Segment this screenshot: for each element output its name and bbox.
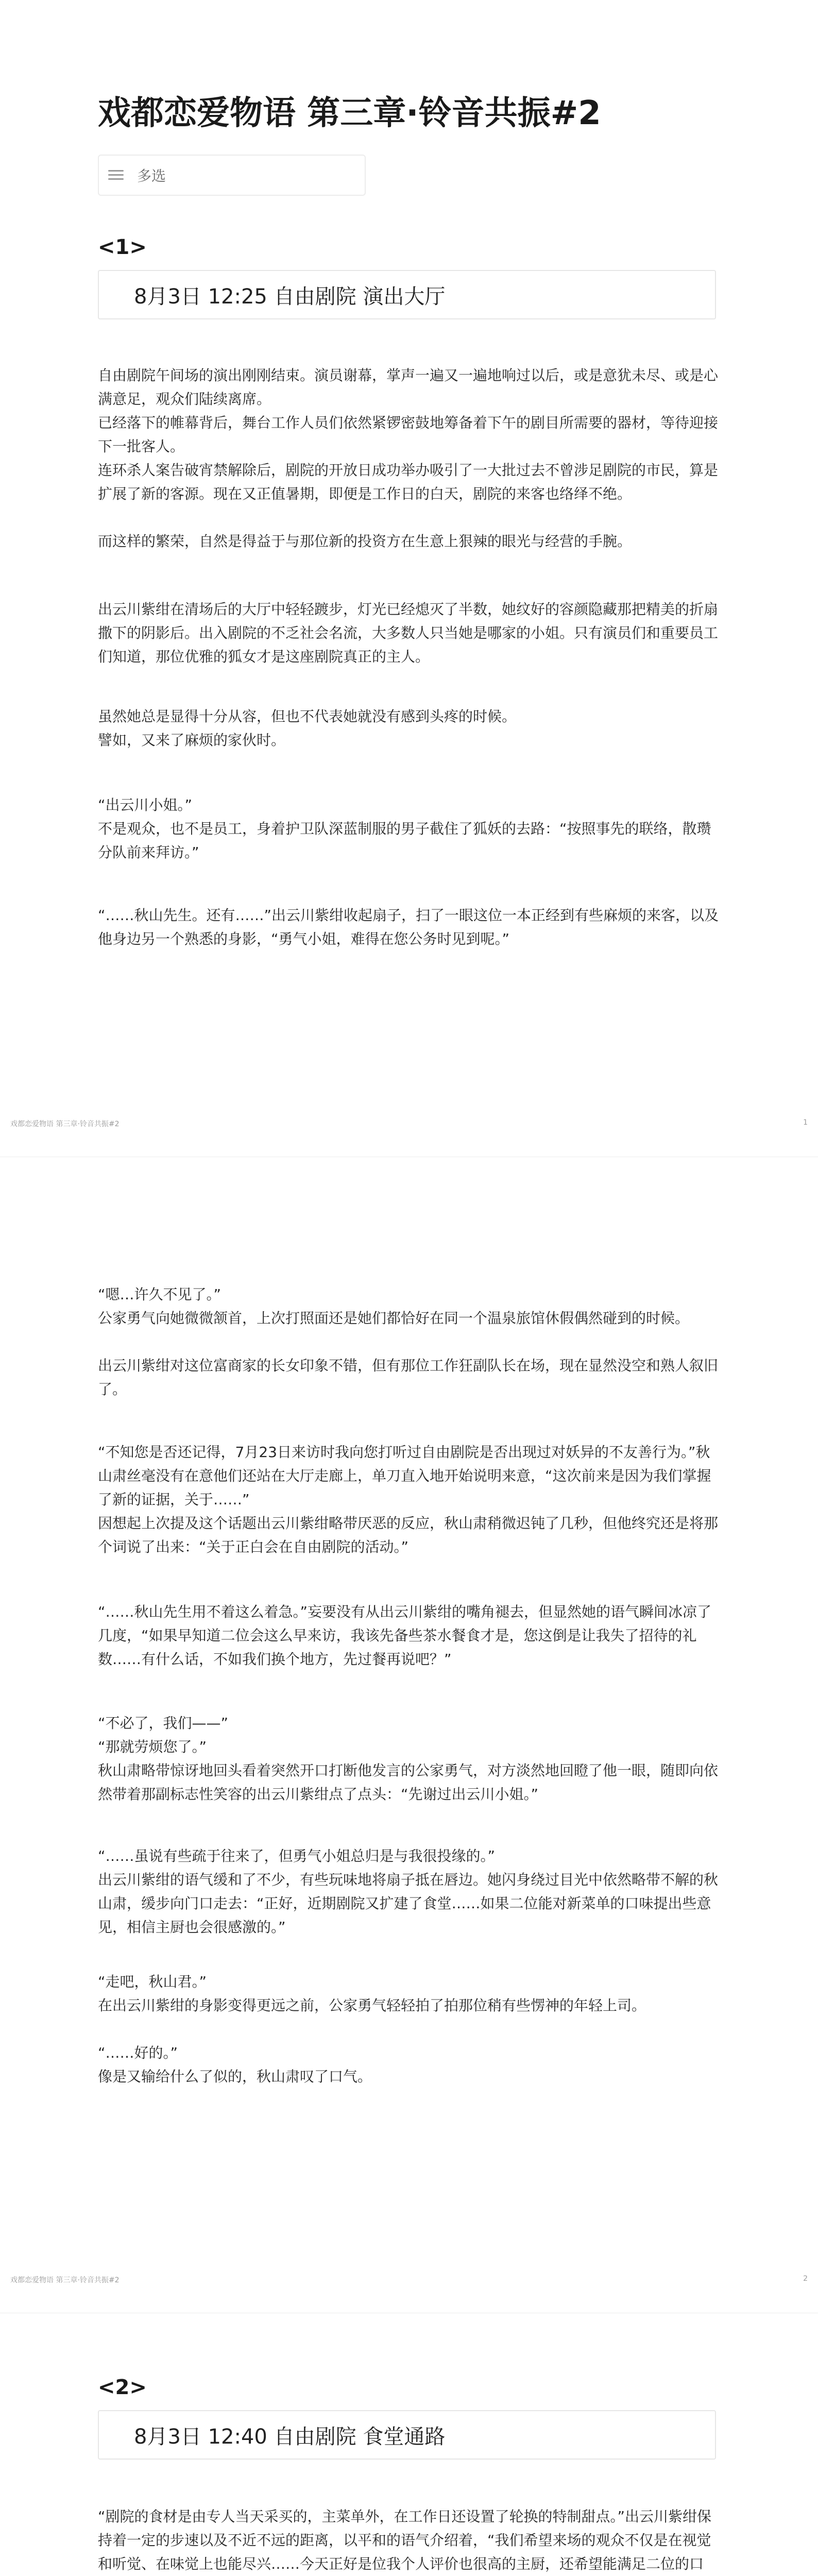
page-footer (10, 1118, 808, 1131)
section-header-text: 8月3日 12:25 自由剧院 演出大厅 (134, 284, 446, 309)
section-header (98, 270, 716, 319)
multi-select-field[interactable] (98, 155, 366, 196)
section-header (98, 2410, 716, 2460)
paragraph: 连环杀人案告破宵禁解除后，剧院的开放日成功举办吸引了一大批过去不曾涉足剧院的市民，算是扩展了新的客源。现在又正值暑期，即便是工作日的白天，剧院的来客也络绎不绝。 (98, 462, 719, 502)
paragraph: “……虽说有些疏于往来了，但勇气小姐总归是与我很投缘的。” (98, 1848, 496, 1865)
paragraph: “不知您是否还记得，7月23日来访时我向您打听过自由剧院是否出现过对妖异的不友善行为。”秋山肃丝毫没有在意他们还站在大厅走廊上，单刀直入地开始说明来意，“这次前来是因为我们掌握了新的证据，关于……” (98, 1444, 711, 1508)
footer-title: 戏都恋爱物语 第三章·铃音共振#2 (10, 2276, 120, 2284)
list-icon (108, 169, 124, 181)
section-label: <2> (98, 2376, 147, 2399)
paragraph: 虽然她总是显得十分从容，但也不代表她就没有感到头疼的时候。 (98, 708, 517, 725)
paragraph: “走吧，秋山君。” (98, 1973, 207, 1990)
section-header-text: 8月3日 12:40 自由剧院 食堂通路 (134, 2425, 446, 2449)
page-footer (10, 2275, 808, 2287)
multi-select-label: 多选 (137, 167, 166, 184)
page-number: 2 (803, 2275, 808, 2283)
paragraph: “那就劳烦您了。” (98, 1738, 207, 1755)
paragraph: 像是又输给什么了似的，秋山肃叹了口气。 (98, 2068, 372, 2085)
paragraph: “……秋山先生。还有……”出云川紫绀收起扇子，扫了一眼这位一本正经到有些麻烦的来客，以及他身边另一个熟悉的身影，“勇气小姐，难得在您公务时见到呢。” (98, 907, 719, 947)
paragraph: 譬如，又来了麻烦的家伙时。 (98, 732, 286, 749)
page-number: 1 (803, 1118, 808, 1127)
page-1 (0, 0, 818, 1157)
paragraph: 公家勇气向她微微颔首，上次打照面还是她们都恰好在同一个温泉旅馆休假偶然碰到的时候。 (98, 1310, 690, 1327)
paragraph: 秋山肃略带惊讶地回头看着突然开口打断他发言的公家勇气，对方淡然地回瞪了他一眼，随即向依然带着那副标志性笑容的出云川紫绀点了点头：“先谢过出云川小姐。” (98, 1762, 719, 1803)
paragraph: 出云川紫绀对这位富商家的长女印象不错，但有那位工作狂副队长在场，现在显然没空和熟人叙旧了。 (98, 1357, 719, 1398)
paragraph: “……秋山先生用不着这么着急。”妄要没有从出云川紫绀的嘴角褪去，但显然她的语气瞬间冰凉了几度，“如果早知道二位会这么早来访，我该先备些茶水餐食才是，您这倒是让我失了招待的礼数……有什么话，不如我们换个地方，先过餐再说吧？” (98, 1603, 712, 1668)
paragraph: 出云川紫绀在清场后的大厅中轻轻踱步，灯光已经熄灭了半数，她纹好的容颜隐藏那把精美的折扇撒下的阴影后。出入剧院的不乏社会名流，大多数人只当她是哪家的小姐。只有演员们和重要员工们知道，那位优雅的狐女才是这座剧院真正的主人。 (98, 601, 719, 665)
footer-title: 戏都恋爱物语 第三章·铃音共振#2 (10, 1120, 120, 1128)
paragraph: 出云川紫绀的语气缓和了不少，有些玩味地将扇子抵在唇边。她闪身绕过目光中依然略带不解的秋山肃，缓步向门口走去：“正好，近期剧院又扩建了食堂……如果二位能对新菜单的口味提出些意见，相信主厨也会很感激的。” (98, 1871, 719, 1936)
paragraph: “出云川小姐。” (98, 796, 193, 814)
page-title: 戏都恋爱物语 第三章·铃音共振#2 (98, 94, 601, 132)
paragraph: 在出云川紫绀的身影变得更远之前，公家勇气轻轻拍了拍那位稍有些愣神的年轻上司。 (98, 1997, 646, 2014)
paragraph: 已经落下的帷幕背后，舞台工作人员们依然紧锣密鼓地筹备着下午的剧目所需要的器材，等待迎接下一批客人。 (98, 414, 719, 455)
paragraph: 而这样的繁荣，自然是得益于与那位新的投资方在生意上狠辣的眼光与经营的手腕。 (98, 533, 632, 550)
paragraph: “剧院的食材是由专人当天采买的，主菜单外，在工作日还设置了轮换的特制甜点。”出云川紫绀保持着一定的步速以及不近不远的距离，以平和的语气介绍着，“我们希望来场的观众不仅是在视觉和听觉、在味觉上也能尽兴……今天正好是位我个人评价也很高的主厨，还希望能满足二位的口 (98, 2508, 712, 2572)
paragraph: 自由剧院午间场的演出刚刚结束。演员谢幕，掌声一遍又一遍地响过以后，或是意犹未尽、或是心满意足，观众们陆续离席。 (98, 367, 719, 408)
paragraph: “不必了，我们——” (98, 1715, 229, 1732)
paragraph: 因想起上次提及这个话题出云川紫绀略带厌恶的反应，秋山肃稍微迟钝了几秒，但他终究还是将那个词说了出来：“关于正白会在自由剧院的活动。” (98, 1515, 719, 1555)
paragraph: “嗯…许久不见了。” (98, 1286, 221, 1303)
page-2 (0, 1157, 818, 2313)
page-3 (0, 2313, 818, 2576)
paragraph: “……好的。” (98, 2044, 178, 2061)
section-label: <1> (98, 235, 147, 259)
paragraph: 不是观众，也不是员工，身着护卫队深蓝制服的男子截住了狐妖的去路：“按照事先的联络，散瓒分队前来拜访。” (98, 820, 711, 861)
